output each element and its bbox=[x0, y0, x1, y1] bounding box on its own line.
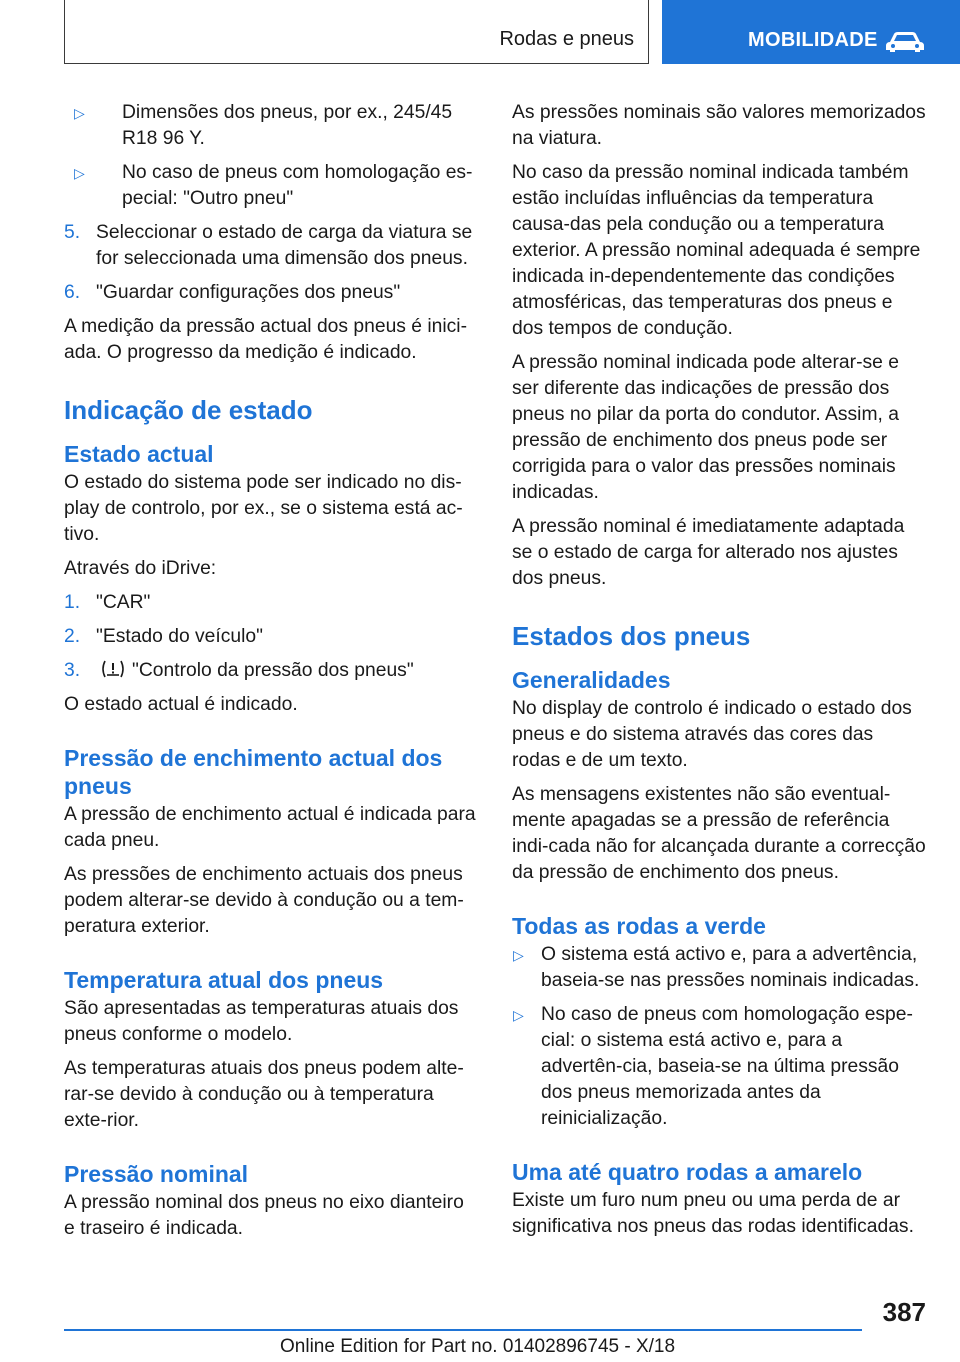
footer-divider bbox=[64, 1329, 862, 1331]
car-icon bbox=[884, 30, 926, 54]
step-5 bbox=[64, 220, 476, 272]
paragraph: O estado actual é indicado. bbox=[64, 694, 298, 715]
tire-pressure-warning-icon bbox=[100, 659, 126, 679]
paragraph: As pressões de enchimento actuais dos pneus podem alterar-se devido à condução ou a tem-peratura exterior. bbox=[64, 864, 464, 937]
page-number: 387 bbox=[882, 1297, 926, 1327]
paragraph: No display de controlo é indicado o estado dos pneus e do sistema através das cores das rodas e de um texto. bbox=[512, 698, 912, 771]
step-1 bbox=[64, 590, 476, 616]
paragraph: Existe um furo num pneu ou uma perda de ar significativa nos pneus das rodas identificadas. bbox=[512, 1190, 914, 1237]
triangle-bullet-icon: ▷ bbox=[513, 947, 524, 963]
paragraph: A pressão nominal indicada pode alterar-se e ser diferente das indicações de pressão dos pneus no pilar da porta do condutor. Assim, a pressão de enchimento dos pneus pode ser corrigida para o valor das pressões nominais indicadas. bbox=[512, 352, 899, 503]
paragraph: A medição da pressão actual dos pneus é inici-ada. O progresso da medição é indicado. bbox=[64, 316, 468, 363]
edition-note: Online Edition for Part no. 01402896745 - X/18 bbox=[280, 1336, 676, 1357]
chapter-tab bbox=[662, 0, 960, 64]
right-column bbox=[512, 100, 926, 1248]
heading-temperatura: Temperatura atual dos pneus bbox=[64, 967, 384, 993]
heading-pressao-enchimento: Pressão de enchimento actual dos pneus bbox=[64, 745, 443, 799]
step-text: "Controlo da pressão dos pneus" bbox=[132, 660, 414, 681]
paragraph: A pressão nominal é imediatamente adaptada se o estado de carga for alterado nos ajustes dos pneus. bbox=[512, 516, 905, 589]
step-text: "Estado do veículo" bbox=[96, 626, 263, 647]
heading-estado-actual: Estado actual bbox=[64, 441, 214, 467]
list-item-text: O sistema está activo e, para a advertência, baseia-se nas pressões nominais indicadas. bbox=[541, 944, 920, 991]
paragraph: O estado do sistema pode ser indicado no dis-play de controlo, por ex., se o sistema está ac-tivo. bbox=[64, 472, 463, 545]
paragraph: As temperaturas atuais dos pneus podem alte-rar-se devido à condução ou à temperatura exte-rior. bbox=[64, 1058, 464, 1131]
list-item bbox=[512, 1002, 926, 1132]
list-item-text: Dimensões dos pneus, por ex., 245/45 R18 96 Y. bbox=[122, 102, 453, 149]
heading-generalidades: Generalidades bbox=[512, 667, 671, 693]
list-item-text: No caso de pneus com homologação espe-cial: o sistema está activo e, para a advertên-cia, baseia-se na última pressão dos pneus memorizada antes da reinicialização. bbox=[541, 1004, 913, 1129]
paragraph: A pressão nominal dos pneus no eixo dianteiro e traseiro é indicada. bbox=[64, 1192, 464, 1239]
step-text: Seleccionar o estado de carga da viatura se for seleccionada uma dimensão dos pneus. bbox=[96, 222, 473, 269]
paragraph: As pressões nominais são valores memorizados na viatura. bbox=[512, 102, 926, 149]
heading-amarelo: Uma até quatro rodas a amarelo bbox=[512, 1159, 863, 1185]
left-column bbox=[64, 100, 476, 1250]
heading-todas-verde: Todas as rodas a verde bbox=[512, 913, 766, 939]
paragraph: A pressão de enchimento actual é indicada para cada pneu. bbox=[64, 804, 476, 851]
step-number: 3. bbox=[64, 660, 81, 681]
step-number: 1. bbox=[64, 592, 81, 613]
section-title: Rodas e pneus bbox=[499, 28, 634, 50]
header-section-box bbox=[64, 0, 649, 64]
triangle-bullet-icon: ▷ bbox=[74, 105, 85, 121]
triangle-bullet-icon: ▷ bbox=[74, 165, 85, 181]
heading-indicacao-de-estado: Indicação de estado bbox=[64, 395, 313, 425]
step-number: 6. bbox=[64, 282, 81, 303]
list-item bbox=[64, 100, 476, 152]
list-item bbox=[512, 942, 926, 994]
step-3 bbox=[64, 658, 476, 684]
step-text: "Guardar configurações dos pneus" bbox=[96, 282, 401, 303]
paragraph: São apresentadas as temperaturas atuais dos pneus conforme o modelo. bbox=[64, 998, 459, 1045]
step-number: 2. bbox=[64, 626, 81, 647]
step-2 bbox=[64, 624, 476, 650]
heading-pressao-nominal: Pressão nominal bbox=[64, 1161, 249, 1187]
step-6 bbox=[64, 280, 476, 306]
heading-estados-dos-pneus: Estados dos pneus bbox=[512, 621, 751, 651]
step-text: "CAR" bbox=[96, 592, 151, 613]
chapter-title: MOBILIDADE bbox=[748, 29, 878, 51]
list-item-text: No caso de pneus com homologação es-pecial: "Outro pneu" bbox=[122, 162, 473, 209]
step-number: 5. bbox=[64, 222, 81, 243]
list-item bbox=[64, 160, 476, 212]
triangle-bullet-icon: ▷ bbox=[513, 1007, 524, 1023]
paragraph: As mensagens existentes não são eventual-mente apagadas se a pressão de referência indi-cada não for alcançada durante a correcção da pressão de enchimento dos pneus. bbox=[512, 784, 926, 883]
paragraph: No caso da pressão nominal indicada também estão incluídas influências da temperatura causa-das pela condução ou a temperatura exterior. A pressão nominal adequada é sempre indicada in-dependentemente das condições atmosféricas, das temperaturas dos pneus e dos tempos de condução. bbox=[512, 162, 921, 339]
paragraph: Através do iDrive: bbox=[64, 558, 217, 579]
